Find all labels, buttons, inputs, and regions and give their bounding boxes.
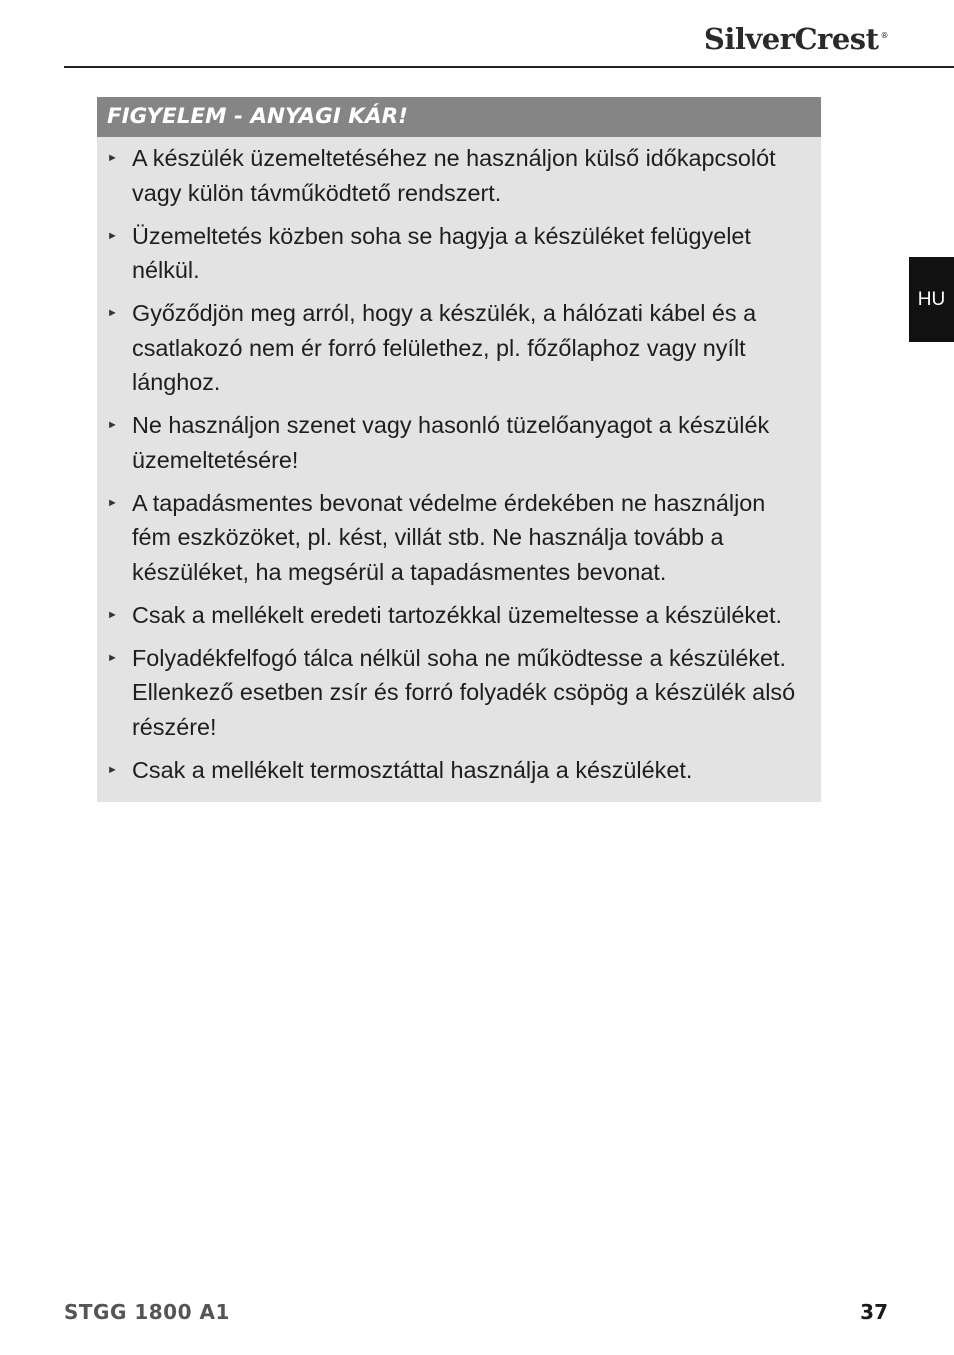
list-item [107, 598, 809, 633]
header-divider [64, 66, 954, 68]
registered-mark: ® [880, 31, 888, 41]
list-item-text: Csak a mellékelt eredeti tartozékkal üzemeltesse a készüléket. [132, 601, 783, 628]
warning-title: FIGYELEM - ANYAGI KÁR! [97, 97, 821, 137]
brand-logo [704, 22, 888, 56]
list-item [107, 141, 809, 210]
list-item [107, 408, 809, 477]
triangle-right-icon: ► [107, 608, 118, 621]
warning-list [97, 137, 821, 787]
list-item-text: Csak a mellékelt termosztáttal használja a készüléket. [132, 756, 693, 783]
list-item-text: Üzemeltetés közben soha se hagyja a készüléket felügyelet nélkül. [132, 222, 751, 283]
list-item [107, 486, 809, 590]
warning-box [97, 97, 821, 802]
language-label: HU [917, 288, 946, 310]
page-number: 37 [860, 1300, 888, 1324]
list-item [107, 641, 809, 745]
language-tab [909, 257, 954, 342]
list-item-text: Győződjön meg arról, hogy a készülék, a hálózati kábel és a csatlakozó nem ér forró felülethez, pl. főzőlaphoz vagy nyílt lánghoz. [132, 300, 757, 395]
list-item [107, 753, 809, 788]
list-item [107, 219, 809, 288]
triangle-right-icon: ► [107, 651, 118, 664]
list-item-text: A készülék üzemeltetéséhez ne használjon külső időkapcsolót vagy külön távműködtető rendszert. [132, 145, 776, 206]
triangle-right-icon: ► [107, 229, 118, 242]
triangle-right-icon: ► [107, 152, 118, 164]
triangle-right-icon: ► [107, 763, 118, 776]
list-item-text: Ne használjon szenet vagy hasonló tüzelőanyagot a készülék üzemeltetésére! [132, 412, 770, 473]
list-item [107, 296, 809, 400]
brand-name: SilverCrest [703, 22, 879, 56]
triangle-right-icon: ► [107, 496, 118, 509]
list-item-text: A tapadásmentes bevonat védelme érdekében ne használjon fém eszközöket, pl. kést, villát stb. Ne használja tovább a készüléket, ha megsérül a tapadásmentes bevonat. [132, 489, 766, 585]
footer-model-number: STGG 1800 A1 [64, 1300, 230, 1324]
triangle-right-icon: ► [107, 419, 118, 431]
triangle-right-icon: ► [107, 307, 118, 319]
list-item-text: Folyadékfelfogó tálca nélkül soha ne működtesse a készüléket. Ellenkező esetben zsír és forró folyadék csöpög a készülék alsó részére! [132, 644, 796, 740]
